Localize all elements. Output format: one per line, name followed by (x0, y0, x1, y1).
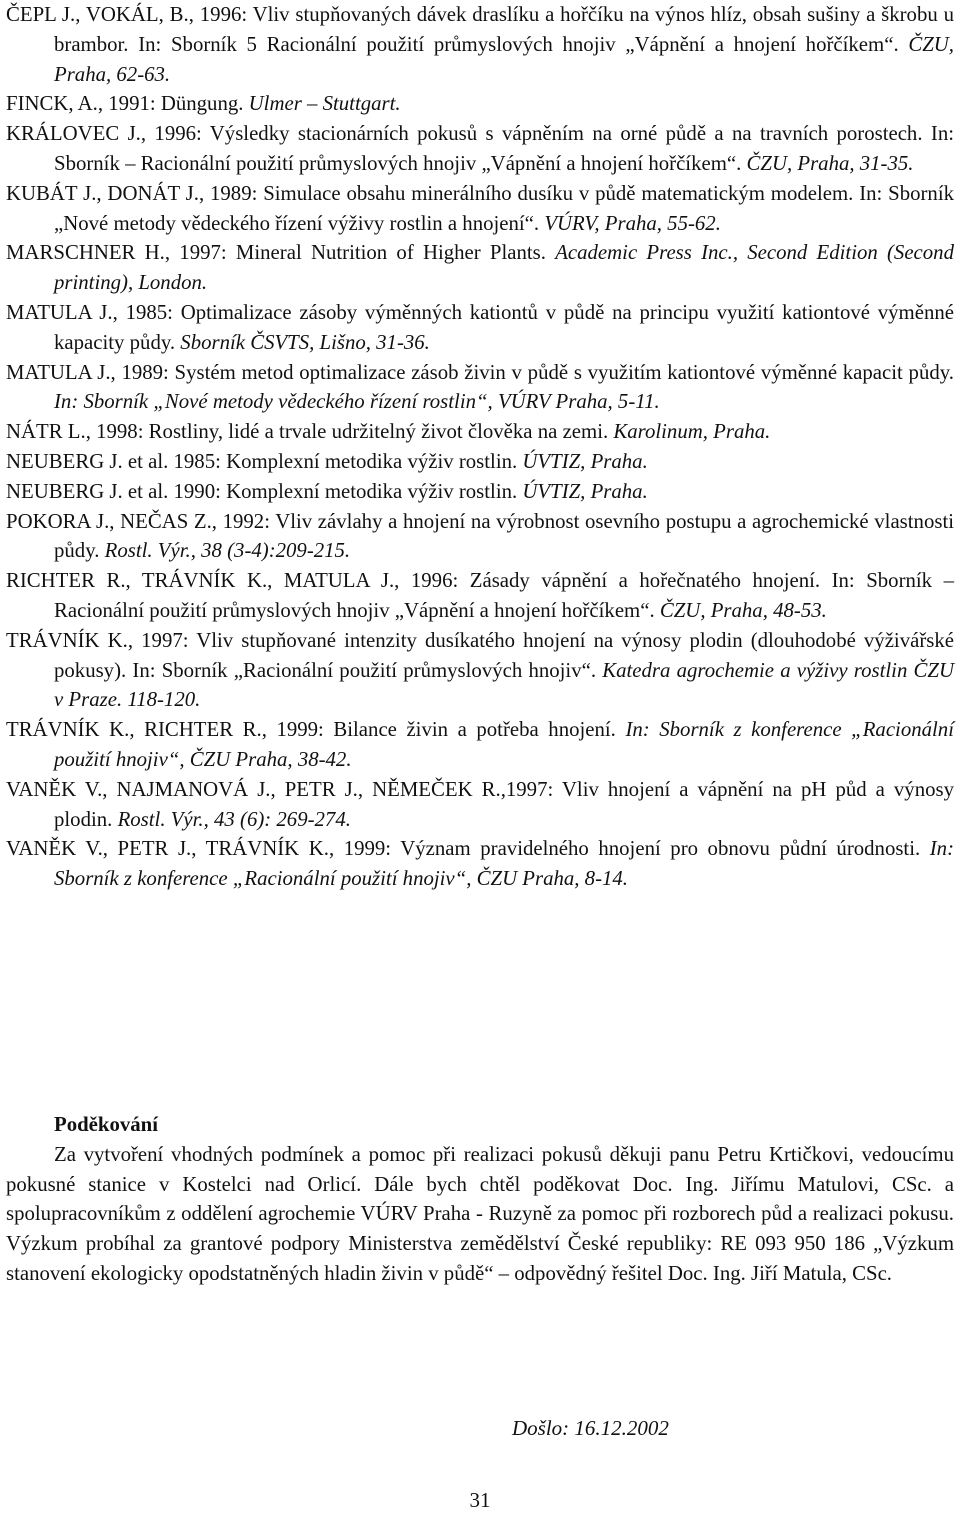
reference-text: VANĚK V., NAJMANOVÁ J., PETR J., NĚMEČEK R.,1997: Vliv hnojení a vápnění na pH půd a výnosy plodin. (6, 777, 954, 831)
reference-source: In: Sborník „Nové metody vědeckého řízení rostlin“, VÚRV Praha, 5-11. (54, 390, 660, 414)
reference-source: ČZU, Praha, 48-53. (659, 598, 827, 622)
reference-item (6, 89, 954, 119)
reference-item (6, 238, 954, 298)
reference-item (6, 834, 954, 894)
reference-item (6, 626, 954, 715)
reference-source: Sborník ČSVTS, Lišno, 31-36. (180, 330, 430, 354)
acknowledgement-heading: Poděkování (54, 1113, 159, 1136)
reference-text: KUBÁT J., DONÁT J., 1989: Simulace obsahu minerálního dusíku v půdě matematickým modelem. In: Sborník „Nové metody vědeckého řízení výživy rostlin a hnojení“. (6, 181, 954, 235)
reference-source: Academic Press Inc. (555, 241, 733, 265)
reference-list (6, 0, 954, 894)
reference-item (6, 298, 954, 358)
reference-text: KRÁLOVEC J., 1996: Výsledky stacionárních pokusů s vápněním na orné půdě a na travních porostech. In: Sborník – Racionální použití průmyslových hnojiv „Vápnění a hnojení hořčíkem“. (6, 122, 954, 175)
reference-text: NEUBERG J. et al. 1990: Komplexní metodika výživ rostlin. (6, 479, 523, 503)
reference-source: Katedra agrochemie a výživy rostlin ČZU v Praze. 118-120. (54, 658, 954, 712)
reference-source: ČZU, Praha, 31-35. (746, 151, 914, 175)
reference-text: FINCK, A., 1991: Düngung. (6, 92, 249, 116)
reference-item (6, 358, 954, 418)
reference-item (6, 0, 954, 89)
reference-source: ÚVTIZ, Praha. (522, 449, 648, 473)
reference-text: ČEPL J., VOKÁL, B., 1996: Vliv stupňovaných dávek draslíku a hořčíku na výnos hlíz, obsah sušiny a škrobu u brambor. In: Sborník 5 Racionální použití průmyslových hnojiv „Vápnění a hnojení hořčíkem“. (6, 3, 954, 56)
reference-source: ÚVTIZ, Praha. (522, 479, 648, 503)
reference-text: NEUBERG J. et al. 1985: Komplexní metodika výživ rostlin. (6, 449, 523, 473)
reference-item (6, 417, 954, 447)
reference-text: TRÁVNÍK K., RICHTER R., 1999: Bilance živin a potřeba hnojení. (6, 718, 626, 742)
reference-source: Rostl. Výr., 43 (6): 269-274. (117, 807, 351, 831)
reference-text: TRÁVNÍK K., 1997: Vliv stupňované intenzity dusíkatého hnojení na výnosy plodin (dlouhodobé výživářské pokusy). In: Sborník „Racionální použití průmyslových hnojiv“. (6, 628, 954, 682)
reference-text: RICHTER R., TRÁVNÍK K., MATULA J., 1996: Zásady vápnění a hořečnatého hnojení. In: Sborník – Racionální použití průmyslových hnojiv „Vápnění a hnojení hořčíkem“. (6, 569, 954, 622)
acknowledgement-section (6, 1110, 954, 1289)
page-number: 31 (469, 1488, 491, 1512)
received-date: Došlo: 16.12.2002 (512, 1416, 669, 1440)
reference-source: ČZU, Praha, 62-63. (54, 32, 954, 86)
reference-source: VÚRV, Praha, 55-62. (544, 211, 721, 235)
reference-item (6, 566, 954, 626)
reference-source: In: Sborník z konference „Racionální použití hnojiv“, ČZU Praha, 38-42. (54, 718, 954, 771)
reference-source: Karolinum, Praha. (613, 420, 771, 444)
reference-item (6, 775, 954, 835)
reference-tail: , Second Edition (Second printing), London. (54, 241, 954, 295)
reference-text: MATULA J., 1985: Optimalizace zásoby výměnných kationtů v půdě na principu využití kationtové výměnné kapacity půdy. (6, 300, 954, 354)
reference-text: NÁTR L., 1998: Rostliny, lidé a trvale udržitelný život člověka na zemi. (6, 420, 614, 444)
acknowledgement-text: Za vytvoření vhodných podmínek a pomoc při realizaci pokusů děkuji panu Petru Krtičkovi, vedoucímu pokusné stanice v Kostelci nad Orlicí. Dále bych chtěl poděkovat Doc. Ing. Jiřímu Matulovi, CSc. a spolupracovníkům z oddělení agrochemie VÚRV Praha - Ruzyně za pomoc při rozborech půd a realizaci pokusu. Výzkum probíhal za grantové podpory Ministerstva zemědělství České republiky: RE 093 950 186 „Výzkum stanovení ekologicky opodstatněných hladin živin v půdě“ – odpovědný řešitel Doc. Ing. Jiří Matula, CSc. (6, 1142, 954, 1285)
reference-item (6, 119, 954, 179)
reference-text: VANĚK V., PETR J., TRÁVNÍK K., 1999: Význam pravidelného hnojení pro obnovu půdní úrodnosti. (6, 837, 930, 861)
reference-item (6, 715, 954, 775)
reference-source: Ulmer – Stuttgart. (248, 92, 401, 116)
reference-text: POKORA J., NEČAS Z., 1992: Vliv závlahy a hnojení na výrobnost osevního postupu a agrochemické vlastnosti půdy. (6, 509, 954, 563)
reference-text: MATULA J., 1989: Systém metod optimalizace zásob živin v půdě s využitím kationtové výměnné kapacit půdy. (6, 360, 954, 384)
reference-text: MARSCHNER H., 1997: Mineral Nutrition of Higher Plants. (6, 241, 556, 265)
reference-source: Rostl. Výr., 38 (3-4):209-215. (104, 539, 351, 563)
reference-item (6, 477, 954, 507)
reference-source: In: Sborník z konference „Racionální použití hnojiv“, ČZU Praha, 8-14. (54, 837, 954, 891)
reference-item (6, 447, 954, 477)
reference-item (6, 507, 954, 567)
reference-item (6, 179, 954, 239)
